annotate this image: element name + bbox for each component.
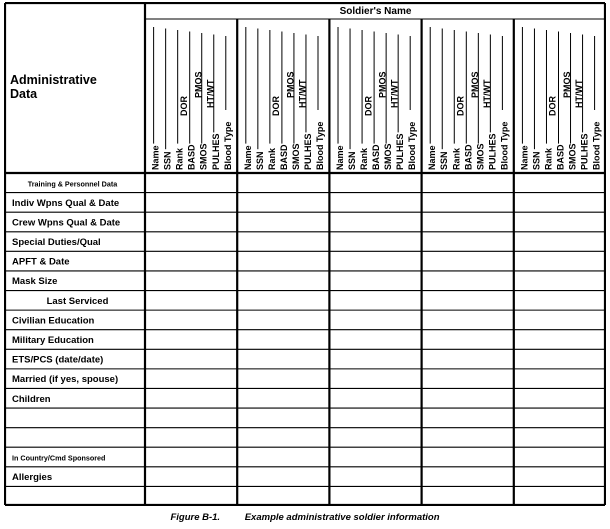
field-label-basd: BASD xyxy=(463,144,474,170)
figure-caption-text: Example administrative soldier information xyxy=(244,512,440,523)
field-label-ht-wt: HT/WT xyxy=(574,79,585,108)
field-label-basd: BASD xyxy=(186,144,197,170)
field-label-name: Name xyxy=(335,145,346,170)
field-label-dor: DOR xyxy=(547,96,558,116)
form-grid xyxy=(4,2,606,506)
field-label-ssn: SSN xyxy=(162,151,173,170)
row-label: In Country/Cmd Sponsored xyxy=(12,453,106,463)
field-label-smos: SMOS xyxy=(475,143,486,170)
figure-number: Figure B-1. xyxy=(170,512,221,523)
field-label-rank: Rank xyxy=(174,147,185,170)
field-label-pulhes: PULHES xyxy=(210,133,221,170)
row-label: Last Serviced xyxy=(46,295,109,307)
field-label-pulhes: PULHES xyxy=(302,133,313,170)
field-label-pmos: PMOS xyxy=(193,71,204,98)
field-label-pmos: PMOS xyxy=(377,71,388,98)
administrative-data-form xyxy=(4,2,606,506)
row-label: APFT & Date xyxy=(12,256,70,268)
field-label-pmos: PMOS xyxy=(562,71,573,98)
field-label-basd: BASD xyxy=(555,144,566,170)
field-label-blood-type: Blood Type xyxy=(591,121,602,170)
field-label-pmos: PMOS xyxy=(285,71,296,98)
field-label-basd: BASD xyxy=(371,144,382,170)
field-label-blood-type: Blood Type xyxy=(499,121,510,170)
row-label: Allergies xyxy=(12,472,53,484)
row-label: ETS/PCS (date/date) xyxy=(12,354,104,366)
row-label: Crew Wpns Qual & Date xyxy=(12,217,121,229)
field-label-blood-type: Blood Type xyxy=(407,121,418,170)
field-label-pmos: PMOS xyxy=(469,71,480,98)
field-label-dor: DOR xyxy=(455,96,466,116)
field-label-rank: Rank xyxy=(359,147,370,170)
field-label-name: Name xyxy=(519,145,530,170)
field-label-pulhes: PULHES xyxy=(487,133,498,170)
admin-title-line1: Administrative xyxy=(10,73,97,87)
field-label-blood-type: Blood Type xyxy=(222,121,233,170)
figure-caption xyxy=(0,512,610,523)
row-label: Married (if yes, spouse) xyxy=(12,374,119,386)
field-label-smos: SMOS xyxy=(383,143,394,170)
field-label-ht-wt: HT/WT xyxy=(389,79,400,108)
field-label-ht-wt: HT/WT xyxy=(481,79,492,108)
field-label-ht-wt: HT/WT xyxy=(297,79,308,108)
field-label-smos: SMOS xyxy=(290,143,301,170)
row-label: Mask Size xyxy=(12,276,58,288)
field-label-blood-type: Blood Type xyxy=(314,121,325,170)
field-label-smos: SMOS xyxy=(567,143,578,170)
field-label-pulhes: PULHES xyxy=(579,133,590,170)
field-label-dor: DOR xyxy=(363,96,374,116)
field-label-ssn: SSN xyxy=(347,151,358,170)
field-label-basd: BASD xyxy=(278,144,289,170)
row-label: Military Education xyxy=(12,335,94,346)
row-label: Special Duties/Qual xyxy=(12,237,101,249)
row-label: Civilian Education xyxy=(12,315,95,327)
field-label-name: Name xyxy=(150,145,161,170)
field-label-dor: DOR xyxy=(271,96,282,116)
field-label-ssn: SSN xyxy=(439,151,450,170)
field-label-rank: Rank xyxy=(451,147,462,170)
field-label-rank: Rank xyxy=(543,147,554,170)
soldiers-name-heading: Soldier's Name xyxy=(339,6,412,17)
field-label-ht-wt: HT/WT xyxy=(205,79,216,108)
admin-title-line2: Data xyxy=(10,87,38,101)
row-label: Training & Personnel Data xyxy=(27,179,118,189)
field-label-smos: SMOS xyxy=(198,143,209,170)
field-label-name: Name xyxy=(242,145,253,170)
row-label: Indiv Wpns Qual & Date xyxy=(12,197,120,209)
field-blanks xyxy=(154,27,595,149)
field-label-name: Name xyxy=(427,145,438,170)
field-label-rank: Rank xyxy=(266,147,277,170)
field-label-dor: DOR xyxy=(178,96,189,116)
row-label: Children xyxy=(12,393,51,405)
field-label-pulhes: PULHES xyxy=(395,133,406,170)
field-label-ssn: SSN xyxy=(254,151,265,170)
field-label-ssn: SSN xyxy=(531,151,542,170)
